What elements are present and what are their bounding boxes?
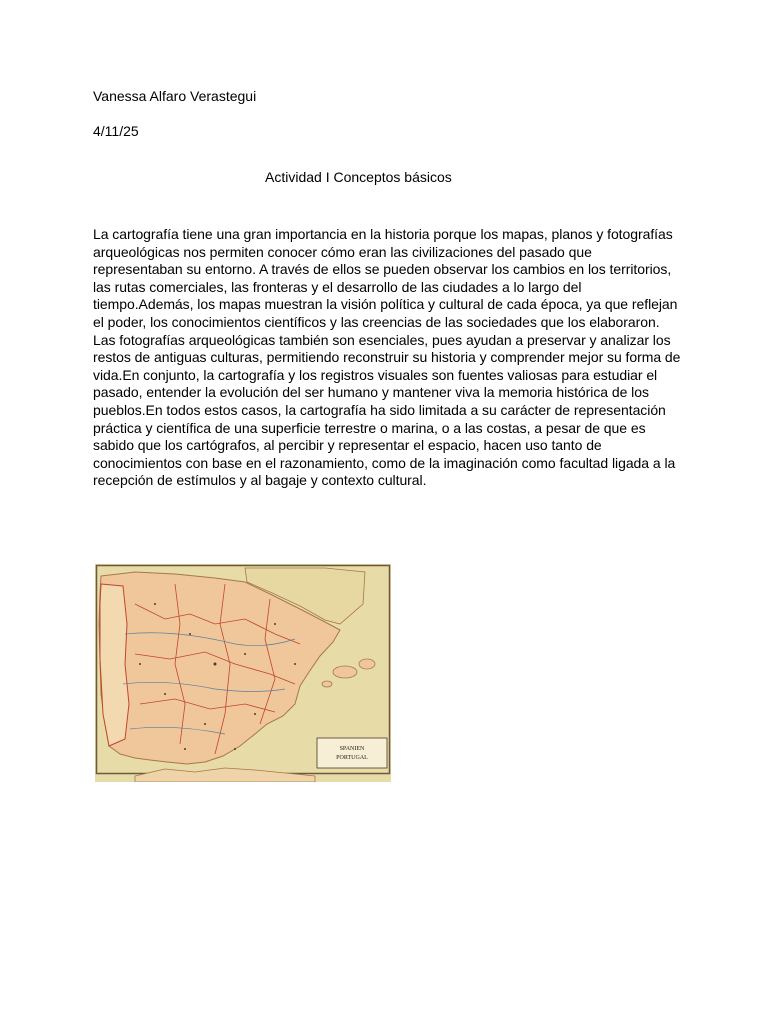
cartouche-subtitle: PORTUGAL: [336, 755, 368, 761]
cartouche-title: SPANIEN: [339, 746, 365, 752]
iberia-map-image: [95, 564, 391, 782]
document-date: 4/11/25: [93, 123, 139, 139]
document-title: Actividad I Conceptos básicos: [265, 169, 452, 185]
map-illustration: [95, 564, 391, 782]
body-paragraph: La cartografía tiene una gran importancia en la historia porque los mapas, planos y fotografías arqueológicas nos permiten conocer cómo eran las civilizaciones del pasado que representaban su entorno. A través de ellos se pueden observar los cambios en los territorios, las rutas comerciales, las fronteras y el desarrollo de las ciudades a lo largo del tiempo.Además, los mapas muestran la visión política y cultural de cada época, ya que reflejan el poder, los conocimientos científicos y las creencias de las sociedades que los elaboraron. Las fotografías arqueológicas también son esenciales, pues ayudan a preservar y analizar los restos de antiguas culturas, permitiendo reconstruir su historia y comprender mejor su forma de vida.En conjunto, la cartografía y los registros visuales son fuentes valiosas para estudiar el pasado, entender la evolución del ser humano y mantener viva la memoria histórica de los pueblos.En todos estos casos, la cartografía ha sido limitada a su carácter de representación práctica y científica de una superficie terrestre o marina, o a las costas, a pesar de que es sabido que los cartógrafos, al percibir y representar el espacio, hacen uso tanto de conocimientos con base en el razonamiento, como de la imaginación como facultad ligada a la recepción de estímulos y al bagaje y contexto cultural.: [93, 226, 681, 489]
author-name: Vanessa Alfaro Verastegui: [93, 88, 257, 104]
map-cartouche: [317, 738, 387, 768]
map-portugal: [100, 584, 129, 746]
